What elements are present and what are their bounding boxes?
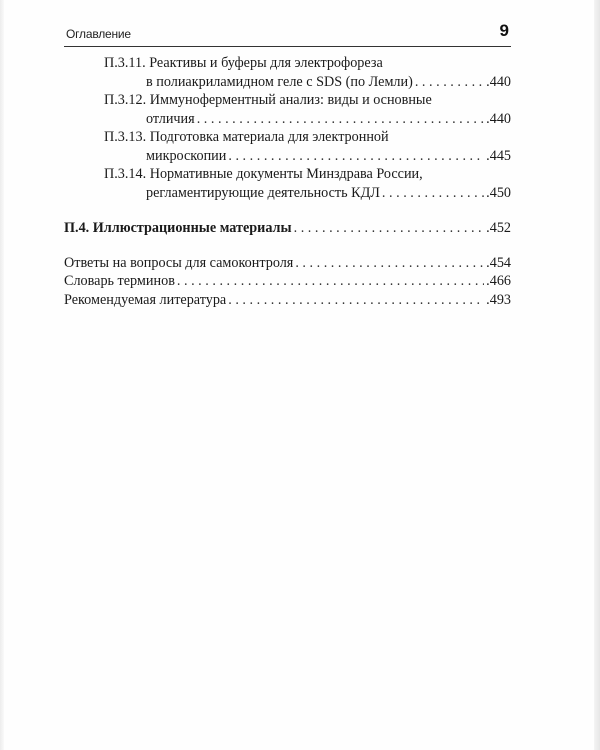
page-right-edge xyxy=(594,0,600,750)
toc-page-ref: .466 xyxy=(486,273,511,289)
dot-leader xyxy=(197,110,484,129)
dot-leader xyxy=(295,254,484,273)
dot-leader xyxy=(382,184,484,203)
page-number: 9 xyxy=(499,21,509,40)
section-spacer xyxy=(64,202,511,219)
toc-entry-references[interactable] xyxy=(64,291,511,310)
toc-entry-p3-13[interactable] xyxy=(64,128,511,165)
toc-page-ref: .440 xyxy=(486,110,511,127)
dot-leader xyxy=(228,147,484,166)
section-spacer xyxy=(64,238,511,254)
dot-leader xyxy=(177,272,484,291)
toc-page-ref: .493 xyxy=(486,291,511,308)
toc-entry-title: П.3.14. Нормативные документы Минздрава России, xyxy=(104,166,423,182)
dot-leader xyxy=(415,73,484,92)
toc-page-ref: .440 xyxy=(486,73,511,90)
toc-entry-p3-12[interactable] xyxy=(64,91,511,128)
toc-entry-p3-11[interactable] xyxy=(64,54,511,91)
toc-entry-glossary[interactable] xyxy=(64,272,511,291)
toc-page-ref: .452 xyxy=(486,220,511,236)
toc-entry-title-cont: микроскопии xyxy=(146,147,227,164)
toc-page-ref: .454 xyxy=(486,254,511,271)
toc-entry-title: Ответы на вопросы для самоконтроля xyxy=(64,254,294,271)
toc-entry-title-cont: отличия xyxy=(146,110,195,127)
dot-leader xyxy=(228,291,484,310)
toc-entry-p3-14[interactable] xyxy=(64,165,511,202)
toc-page-ref: .450 xyxy=(486,184,511,201)
toc-section-title: П.4. Иллюстрационные материалы xyxy=(64,220,292,236)
toc-entry-answers[interactable] xyxy=(64,254,511,273)
toc-entry-title: Рекомендуемая литература xyxy=(64,291,227,308)
toc-entry-title-cont: в полиакриламидном геле с SDS (по Лемли) xyxy=(146,73,413,90)
toc-page-ref: .445 xyxy=(486,147,511,164)
toc-entry-title: Словарь терминов xyxy=(64,273,175,289)
table-of-contents xyxy=(64,54,511,309)
running-title: Оглавление xyxy=(66,27,131,41)
page-left-edge xyxy=(0,0,4,750)
toc-entry-title-cont: регламентирующие деятельность КДЛ xyxy=(146,184,380,201)
toc-entry-title: П.3.12. Иммуноферментный анализ: виды и основные xyxy=(104,92,432,108)
toc-entry-p4[interactable] xyxy=(64,219,511,238)
toc-entry-title: П.3.13. Подготовка материала для электронной xyxy=(104,129,389,145)
dot-leader xyxy=(294,219,485,238)
toc-entry-title: П.3.11. Реактивы и буферы для электрофореза xyxy=(104,55,383,71)
running-head xyxy=(64,20,511,47)
